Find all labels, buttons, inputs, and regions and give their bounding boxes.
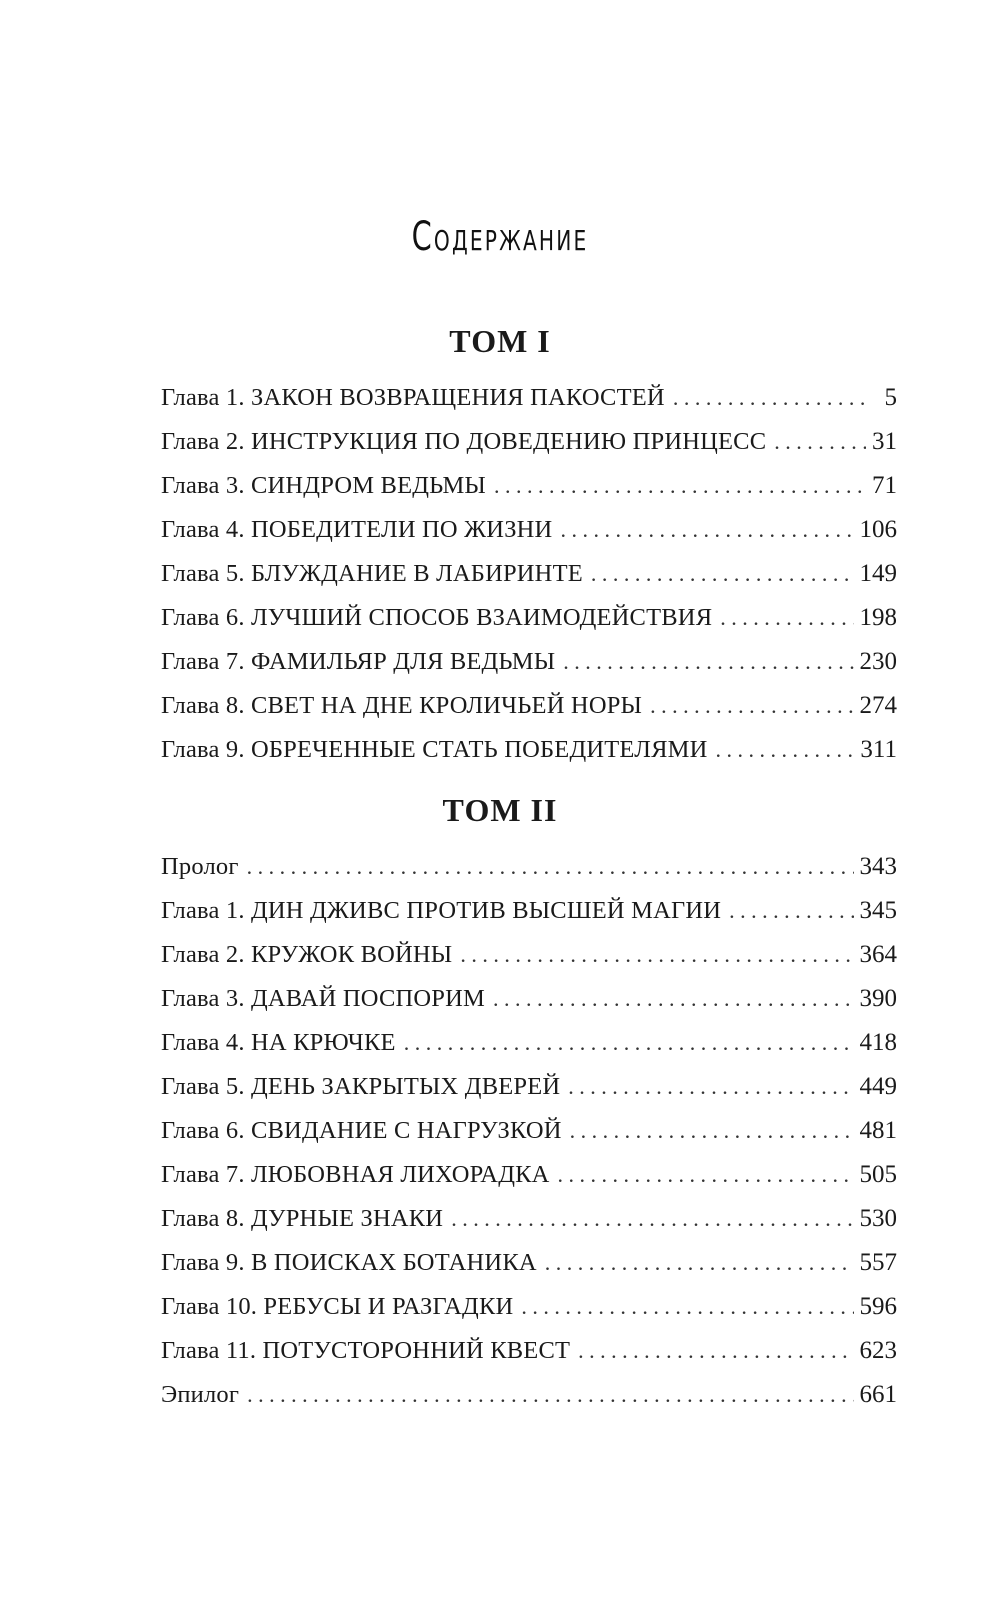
page-number: 596 — [859, 1293, 897, 1320]
toc-entry[interactable] — [161, 736, 897, 780]
entry-label: Глава 8. ДУРНЫЕ ЗНАКИ — [161, 1205, 444, 1232]
toc-entry[interactable] — [161, 941, 897, 985]
toc-entry[interactable] — [161, 1293, 897, 1337]
toc-entry[interactable] — [161, 384, 897, 428]
dot-leader — [494, 473, 866, 499]
page-number: 149 — [859, 560, 897, 587]
toc-entry[interactable] — [161, 1337, 897, 1381]
entry-label: Глава 1. ДИН ДЖИВС ПРОТИВ ВЫСШЕЙ МАГИИ — [161, 897, 722, 924]
toc-entry[interactable] — [161, 1249, 897, 1293]
toc-entry[interactable] — [161, 853, 897, 897]
page-number: 274 — [859, 692, 897, 719]
toc-entry[interactable] — [161, 985, 897, 1029]
entry-label: Глава 8. СВЕТ НА ДНЕ КРОЛИЧЬЕЙ НОРЫ — [161, 692, 643, 719]
dot-leader — [729, 898, 853, 924]
page-number: 311 — [860, 736, 897, 763]
toc-entry[interactable] — [161, 1381, 897, 1425]
dot-leader — [521, 1294, 853, 1320]
entry-label: Глава 2. КРУЖОК ВОЙНЫ — [161, 941, 453, 968]
toc-entry[interactable] — [161, 1205, 897, 1249]
entry-label: Глава 9. ОБРЕЧЕННЫЕ СТАТЬ ПОБЕДИТЕЛЯМИ — [161, 736, 708, 763]
dot-leader — [451, 1206, 853, 1232]
entry-label: Глава 7. ФАМИЛЬЯР ДЛЯ ВЕДЬМЫ — [161, 648, 556, 675]
toc-entry[interactable] — [161, 1029, 897, 1073]
dot-leader — [493, 986, 854, 1012]
entry-label: Глава 6. СВИДАНИЕ С НАГРУЗКОЙ — [161, 1117, 562, 1144]
toc-list-volume-2 — [161, 853, 897, 1425]
page-number: 481 — [859, 1117, 897, 1144]
toc-entry[interactable] — [161, 692, 897, 736]
page-number: 661 — [859, 1381, 897, 1408]
toc-entry[interactable] — [161, 560, 897, 604]
dot-leader — [774, 429, 866, 455]
toc-entry[interactable] — [161, 472, 897, 516]
entry-label: Глава 5. БЛУЖДАНИЕ В ЛАБИРИНТЕ — [161, 560, 583, 587]
toc-entry[interactable] — [161, 604, 897, 648]
entry-label: Глава 7. ЛЮБОВНАЯ ЛИХОРАДКА — [161, 1161, 550, 1188]
page-number: 530 — [859, 1205, 897, 1232]
page-title: Содержание — [411, 214, 589, 260]
dot-leader — [578, 1338, 853, 1364]
page-number: 505 — [859, 1161, 897, 1188]
page-number: 418 — [859, 1029, 897, 1056]
toc-entry[interactable] — [161, 1073, 897, 1117]
entry-label: Глава 6. ЛУЧШИЙ СПОСОБ ВЗАИМОДЕЙСТВИЯ — [161, 604, 713, 631]
dot-leader — [460, 942, 853, 968]
entry-label: Глава 1. ЗАКОН ВОЗВРАЩЕНИЯ ПАКОСТЕЙ — [161, 384, 665, 411]
entry-label: Эпилог — [161, 1381, 240, 1408]
entry-label: Глава 10. РЕБУСЫ И РАЗГАДКИ — [161, 1293, 514, 1320]
volume-heading-2: ТОМ II — [442, 792, 558, 828]
page-number: 343 — [859, 853, 897, 880]
entry-label: Глава 5. ДЕНЬ ЗАКРЫТЫХ ДВЕРЕЙ — [161, 1073, 561, 1100]
entry-label: Глава 2. ИНСТРУКЦИЯ ПО ДОВЕДЕНИЮ ПРИНЦЕСС — [161, 428, 767, 455]
entry-label: Глава 3. СИНДРОМ ВЕДЬМЫ — [161, 472, 486, 499]
dot-leader — [673, 385, 871, 411]
dot-leader — [650, 693, 853, 719]
toc-entry[interactable] — [161, 1117, 897, 1161]
page-number: 5 — [884, 384, 897, 411]
entry-label: Глава 11. ПОТУСТОРОННИЙ КВЕСТ — [161, 1337, 571, 1364]
entry-label: Пролог — [161, 853, 239, 880]
toc-entry[interactable] — [161, 648, 897, 692]
page-number: 623 — [859, 1337, 897, 1364]
page-number: 345 — [859, 897, 897, 924]
page-number: 557 — [859, 1249, 897, 1276]
dot-leader — [545, 1250, 854, 1276]
dot-leader — [716, 737, 855, 763]
entry-label: Глава 9. В ПОИСКАХ БОТАНИКА — [161, 1249, 537, 1276]
dot-leader — [247, 854, 854, 880]
page-number: 390 — [859, 985, 897, 1012]
page-number: 106 — [859, 516, 897, 543]
dot-leader — [563, 649, 853, 675]
toc-entry[interactable] — [161, 428, 897, 472]
dot-leader — [591, 561, 854, 587]
page-number: 71 — [872, 472, 897, 499]
page-number: 31 — [872, 428, 897, 455]
toc-entry[interactable] — [161, 897, 897, 941]
toc-entry[interactable] — [161, 516, 897, 560]
dot-leader — [568, 1074, 853, 1100]
page-number: 364 — [859, 941, 897, 968]
entry-label: Глава 4. НА КРЮЧКЕ — [161, 1029, 396, 1056]
dot-leader — [247, 1382, 853, 1408]
dot-leader — [558, 1162, 854, 1188]
entry-label: Глава 4. ПОБЕДИТЕЛИ ПО ЖИЗНИ — [161, 516, 553, 543]
dot-leader — [570, 1118, 854, 1144]
dot-leader — [404, 1030, 854, 1056]
volume-heading-1: ТОМ I — [449, 323, 551, 359]
dot-leader — [560, 517, 853, 543]
entry-label: Глава 3. ДАВАЙ ПОСПОРИМ — [161, 985, 485, 1012]
toc-entry[interactable] — [161, 1161, 897, 1205]
page-number: 198 — [859, 604, 897, 631]
toc-list-volume-1 — [161, 384, 897, 780]
page-number: 449 — [859, 1073, 897, 1100]
dot-leader — [720, 605, 853, 631]
page-number: 230 — [859, 648, 897, 675]
